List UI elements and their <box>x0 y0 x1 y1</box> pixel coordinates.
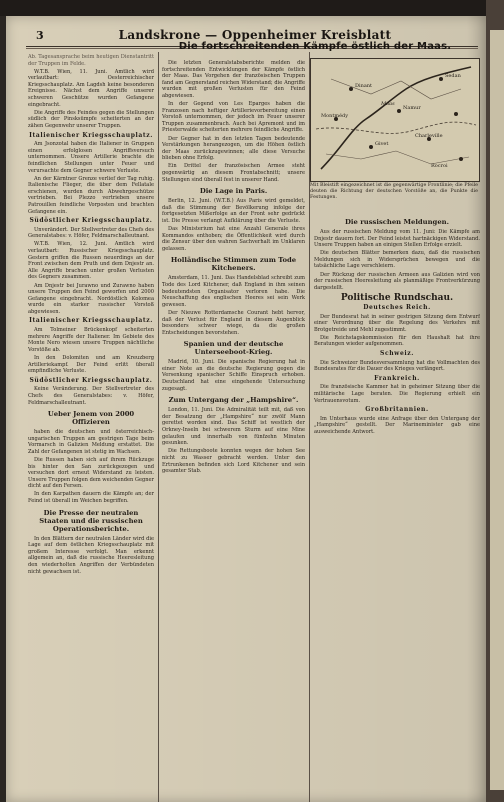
adjacent-page-edge <box>486 0 504 802</box>
mid-h2-p0: Amsterdam, 11. Juni. Das Handelsblad schreibt zum Tode des Lord Kitchener, daß England in ihm seinen bedeutendsten Organisator verloren habe. Die Neuschaffung des englischen Heeres sei sein Werk gewesen. <box>162 275 305 308</box>
right-p2-1: Die Reichstagskommission für den Haushalt hat ihre Beratungen wieder aufgenommen. <box>314 334 480 348</box>
section-heading: Italienischer Kriegsschauplatz. <box>29 317 153 325</box>
left-s3-p1: In den Dolomiten und am Kreuzberg Artilleriekampf. Der Feind erlitt überall empfindliche Verluste. <box>28 354 154 375</box>
section-heading: Südöstlicher Kriegsschauplatz. <box>29 376 153 384</box>
article-headline: Die Presse der neutralen Staaten und die russischen Operationsberichte. <box>39 508 143 533</box>
map-label: Rocroi <box>431 163 448 169</box>
town-marker <box>454 112 458 116</box>
map-caption: Mit Bleistift eingezeichnet ist die gegenwärtige Frontlinie; die Pfeile deuten die Richtung der deutschen Vorstöße an, die Punkte die Festungen. <box>310 183 478 200</box>
left-s1-p1: An der Kärntner Grenze verlief der Tag ruhig. Italienische Flieger, die über dem Fellatale erschienen, wurden durch Abwehrgeschütze vertrieben. Bei Plezzo vertrieben unsere Patrouillen feindliche Vorposten und brachten Gefangene ein. <box>28 175 154 215</box>
front-map <box>310 58 480 182</box>
mid-h1-p1: Das Ministerium hat eine Anzahl Generale ihres Kommandos enthoben; die Öffentlichkeit wird durch die Zensur über den wahren Sachverhalt im Unklaren gelassen. <box>162 226 305 252</box>
article-headline: Spanien und der deutsche Unterseeboot-Krieg. <box>183 340 284 357</box>
right-p2-0: Der Bundesrat hat in seiner gestrigen Sitzung dem Entwurf einer Verordnung über die Regelung des Verkehrs mit Brotgetreide und Mehl zugestimmt. <box>314 313 480 333</box>
left-s2-p2: Am Dnjestr bei Jurawno und Zurawno haben unsere Truppen den Feind geworfen und 2000 Gefangene eingebracht. Nordöstlich Kolomea wurde ein starker russischer Vorstoß abgewiesen. <box>28 282 154 315</box>
mid-p3: Ein Drittel der französischen Armee steht gegenwärtig an diesem Frontabschnitt; unsere Stellungen sind überall fest in unserer Hand. <box>162 163 305 183</box>
banner-headline: Die fortschreitenden Kämpfe östlich der Maas. <box>178 41 452 52</box>
article-headline: Holländische Stimmen zum Tode Kitcheners. <box>170 256 297 273</box>
mid-p1: In der Gegend von Les Eparges haben die Franzosen nach heftiger Artillerievorbereitung einen Vorstoß unternommen, der jedoch im Feuer unserer Truppen zusammenbrach. Auch bei Apremont und im Priesterwalde scheiterten mehrere feindliche Angriffe. <box>162 101 305 134</box>
left-s4-p0: Keine Veränderung. Der Stellvertreter des Chefs des Generalstabes: v. Höfer, Feldmarschalleutnant. <box>28 386 154 406</box>
left-s2-p1: W.T.B. Wien, 12. Juni. Amtlich wird verlautbart: Russischer Kriegsschauplatz. Gestern griffen die Russen neuerdings an der Front zwischen dem Pruth und dem Dnjestr an. Alle Angriffe brachen unter großen Verlusten des Gegners zusammen. <box>28 241 154 281</box>
left-s5-p0: haben die deutschen und österreichisch-ungarischen Truppen am gestrigen Tage beim Vormarsch in Galizien Meldung erstattet. Die Zahl der Gefangenen ist stetig im Wachsen. <box>28 429 154 455</box>
article-headline: Zum Untergang der „Hampshire“. <box>168 396 299 405</box>
subsection-heading: Großbritannien. <box>365 406 429 414</box>
right-p3-0: Die Schweizer Bundesversammlung hat die Vollmachten des Bundesrates für die Dauer des Krieges verlängert. <box>314 359 480 373</box>
mid-h4-p0: London, 11. Juni. Die Admiralität teilt mit, daß von der Besatzung der „Hampshire“ nur zwölf Mann gerettet worden sind. Das Schiff ist westlich der Orkney-Inseln bei schwerem Sturm auf eine Mine gelaufen und innerhalb von fünfzehn Minuten gesunken. <box>162 407 305 447</box>
left-intro-2: Die Angriffe des Feindes gegen die Stellungen südlich der Pinsksümpfe scheiterten an der zähen Gegenwehr unserer Truppen. <box>28 109 154 129</box>
page-number: 3 <box>36 28 44 42</box>
mid-h1-p0: Berlin, 12. Juni. (W.T.B.) Aus Paris wird gemeldet, daß die Stimmung der Bevölkerung infolge der fortgesetzten Mißerfolge an der Front sehr gedrückt ist. Die Presse verlangt Aufklärung über die Verluste. <box>162 198 305 224</box>
section-heading: Südöstlicher Kriegsschauplatz. <box>29 217 153 225</box>
map-label: Namur <box>403 105 421 111</box>
subsection-heading: Frankreich. <box>374 374 420 382</box>
map-label: Montmédy <box>321 113 349 119</box>
right-p4-0: Die französische Kammer hat in geheimer Sitzung über die militärische Lage beraten. Die Regierung erhielt ein Vertrauensvotum. <box>314 384 480 404</box>
map-label: Maas <box>381 101 395 107</box>
right-p1-2: Der Rückzug der russischen Armeen aus Galizien wird von der russischen Heeresleitung als planmäßige Frontverkürzung dargestellt. <box>314 271 480 291</box>
right-p5-0: Im Unterhaus wurde eine Anfrage über den Untergang der „Hampshire“ gestellt. Der Marineminister gab eine ausweichende Antwort. <box>314 415 480 435</box>
left-s3-p0: Am Tolmeiner Brückenkopf scheiterten mehrere Angriffe der Italiener. Im Gebiete des Monte Nero wiesen unsere Truppen nächtliche Vorstöße ab. <box>28 327 154 353</box>
left-s6-p0: In den Blättern der neutralen Länder wird die Lage auf dem östlichen Kriegsschauplatz mit großem Interesse verfolgt. Man erkennt allgemein an, daß die russische Heeresleitung den wiederholten Angriffen der Verbündeten nicht gewachsen ist. <box>28 535 154 575</box>
right-p1-1: Die deutschen Blätter bemerken dazu, daß die russischen Meldungen sich in Widersprüchen bewegen und die tatsächliche Lage verschleiern. <box>314 250 480 270</box>
map-label: Givet <box>375 141 389 147</box>
mid-h4-p1: Die Rettungsboote konnten wegen der hohen See nicht zu Wasser gebracht werden. Unter den Ertrunkenen befinden sich Lord Kitchener und sein gesamter Stab. <box>162 448 305 475</box>
section-title: Politische Rundschau. <box>340 293 454 304</box>
town-marker <box>349 87 353 91</box>
town-marker <box>439 77 443 81</box>
map-drawing <box>311 59 479 181</box>
map-label: Dinant <box>355 83 373 89</box>
middle-column <box>162 60 305 802</box>
newspaper-page <box>6 16 486 802</box>
mid-h3-p0: Madrid, 10. Juni. Die spanische Regierung hat in einer Note an die deutsche Regierung gegen die Versenkung spanischer Schiffe Einspruch erhoben. Deutschland hat eine eingehende Untersuchung zugesagt. <box>162 359 305 392</box>
adjacent-page-strip <box>490 30 504 790</box>
left-column <box>28 54 154 802</box>
left-s1-p0: Am Jsonzotal haben die Italiener in Gruppen einen erfolglosen Angriffsversuch unternommen. Unsere Artillerie brachte die feindlichen Stellungen unter Feuer und verursachte dem Gegner schwere Verluste. <box>28 141 154 174</box>
section-heading: Italienischer Kriegsschauplatz. <box>29 131 153 139</box>
scan-top-shadow <box>0 0 504 16</box>
mid-p2: Der Gegner hat in den letzten Tagen bedeutende Verstärkungen herangezogen, um die Höhen östlich der Maas zurückzugewinnen; alle diese Versuche blieben ohne Erfolg. <box>162 135 305 162</box>
town-marker <box>459 157 463 161</box>
town-marker <box>369 145 373 149</box>
left-s5-p2: In den Karpathen dauern die Kämpfe an; der Feind ist überall im Weichen begriffen. <box>28 491 154 505</box>
article-headline: Die Lage in Paris. <box>199 187 268 196</box>
map-label: Sedan <box>445 73 461 79</box>
column-divider-1 <box>158 52 159 802</box>
mid-p0: Die letzten Generalstabsberichte melden die fortschreitenden Entwicklungen der Kämpfe östlich der Maas. Das Vorgehen der französischen Truppen fand am Gegnerstand reichen Widerstand; die Angriffe wurden mit großen Verlusten für den Feind abgewiesen. <box>162 60 305 99</box>
article-headline: Die russischen Meldungen. <box>345 218 449 226</box>
map-label: Charleville <box>415 133 443 139</box>
mid-h2-p1: Der Nieuwe Rotterdamsche Courant hebt hervor, daß der Verlust für England in diesem Augenblick besonders schwer wiege, da die großen Entscheidungen bevorstehen. <box>162 309 305 336</box>
left-s5-p1: Die Russen haben sich auf ihrem Rückzuge bis hinter den San zurückgezogen und versuchen dort erneut Widerstand zu leisten. Unsere Truppen folgen dem weichenden Gegner dicht auf den Fersen. <box>28 456 154 490</box>
article-headline: Ueber Jenem von 2000 Offizieren <box>47 410 135 427</box>
right-p1-0: Aus der russischen Meldung vom 11. Juni: Die Kämpfe am Dnjestr dauern fort. Der Feind leistet hartnäckigen Widerstand. Unsere Truppen haben an einigen Stellen Erfolge erzielt. <box>314 229 480 249</box>
left-s2-p0: Unverändert. Der Stellvertreter des Chefs des Generalstabes: v. Höfer, Feldmarschalleutnant. <box>28 226 154 240</box>
left-intro-0: Ab. Tagesansprache beim heutigen Dienstantritt der Truppen im Felde. <box>28 54 154 67</box>
subsection-heading: Deutsches Reich. <box>363 303 431 311</box>
town-marker <box>397 109 401 113</box>
masthead-title: Landskrone — Oppenheimer Kreisblatt <box>118 28 392 42</box>
subsection-heading: Schweiz. <box>380 350 414 357</box>
left-intro-1: W.T.B. Wien, 11. Juni. Amtlich wird verlautbart: Oesterreichischer Kriegsschauplatz. Am Lagdsh keine besonderen Ereignisse. Nächst dem Angriffe unserer schweren Geschütze wurden Gefangene eingebracht. <box>28 68 154 108</box>
right-column <box>314 214 480 802</box>
